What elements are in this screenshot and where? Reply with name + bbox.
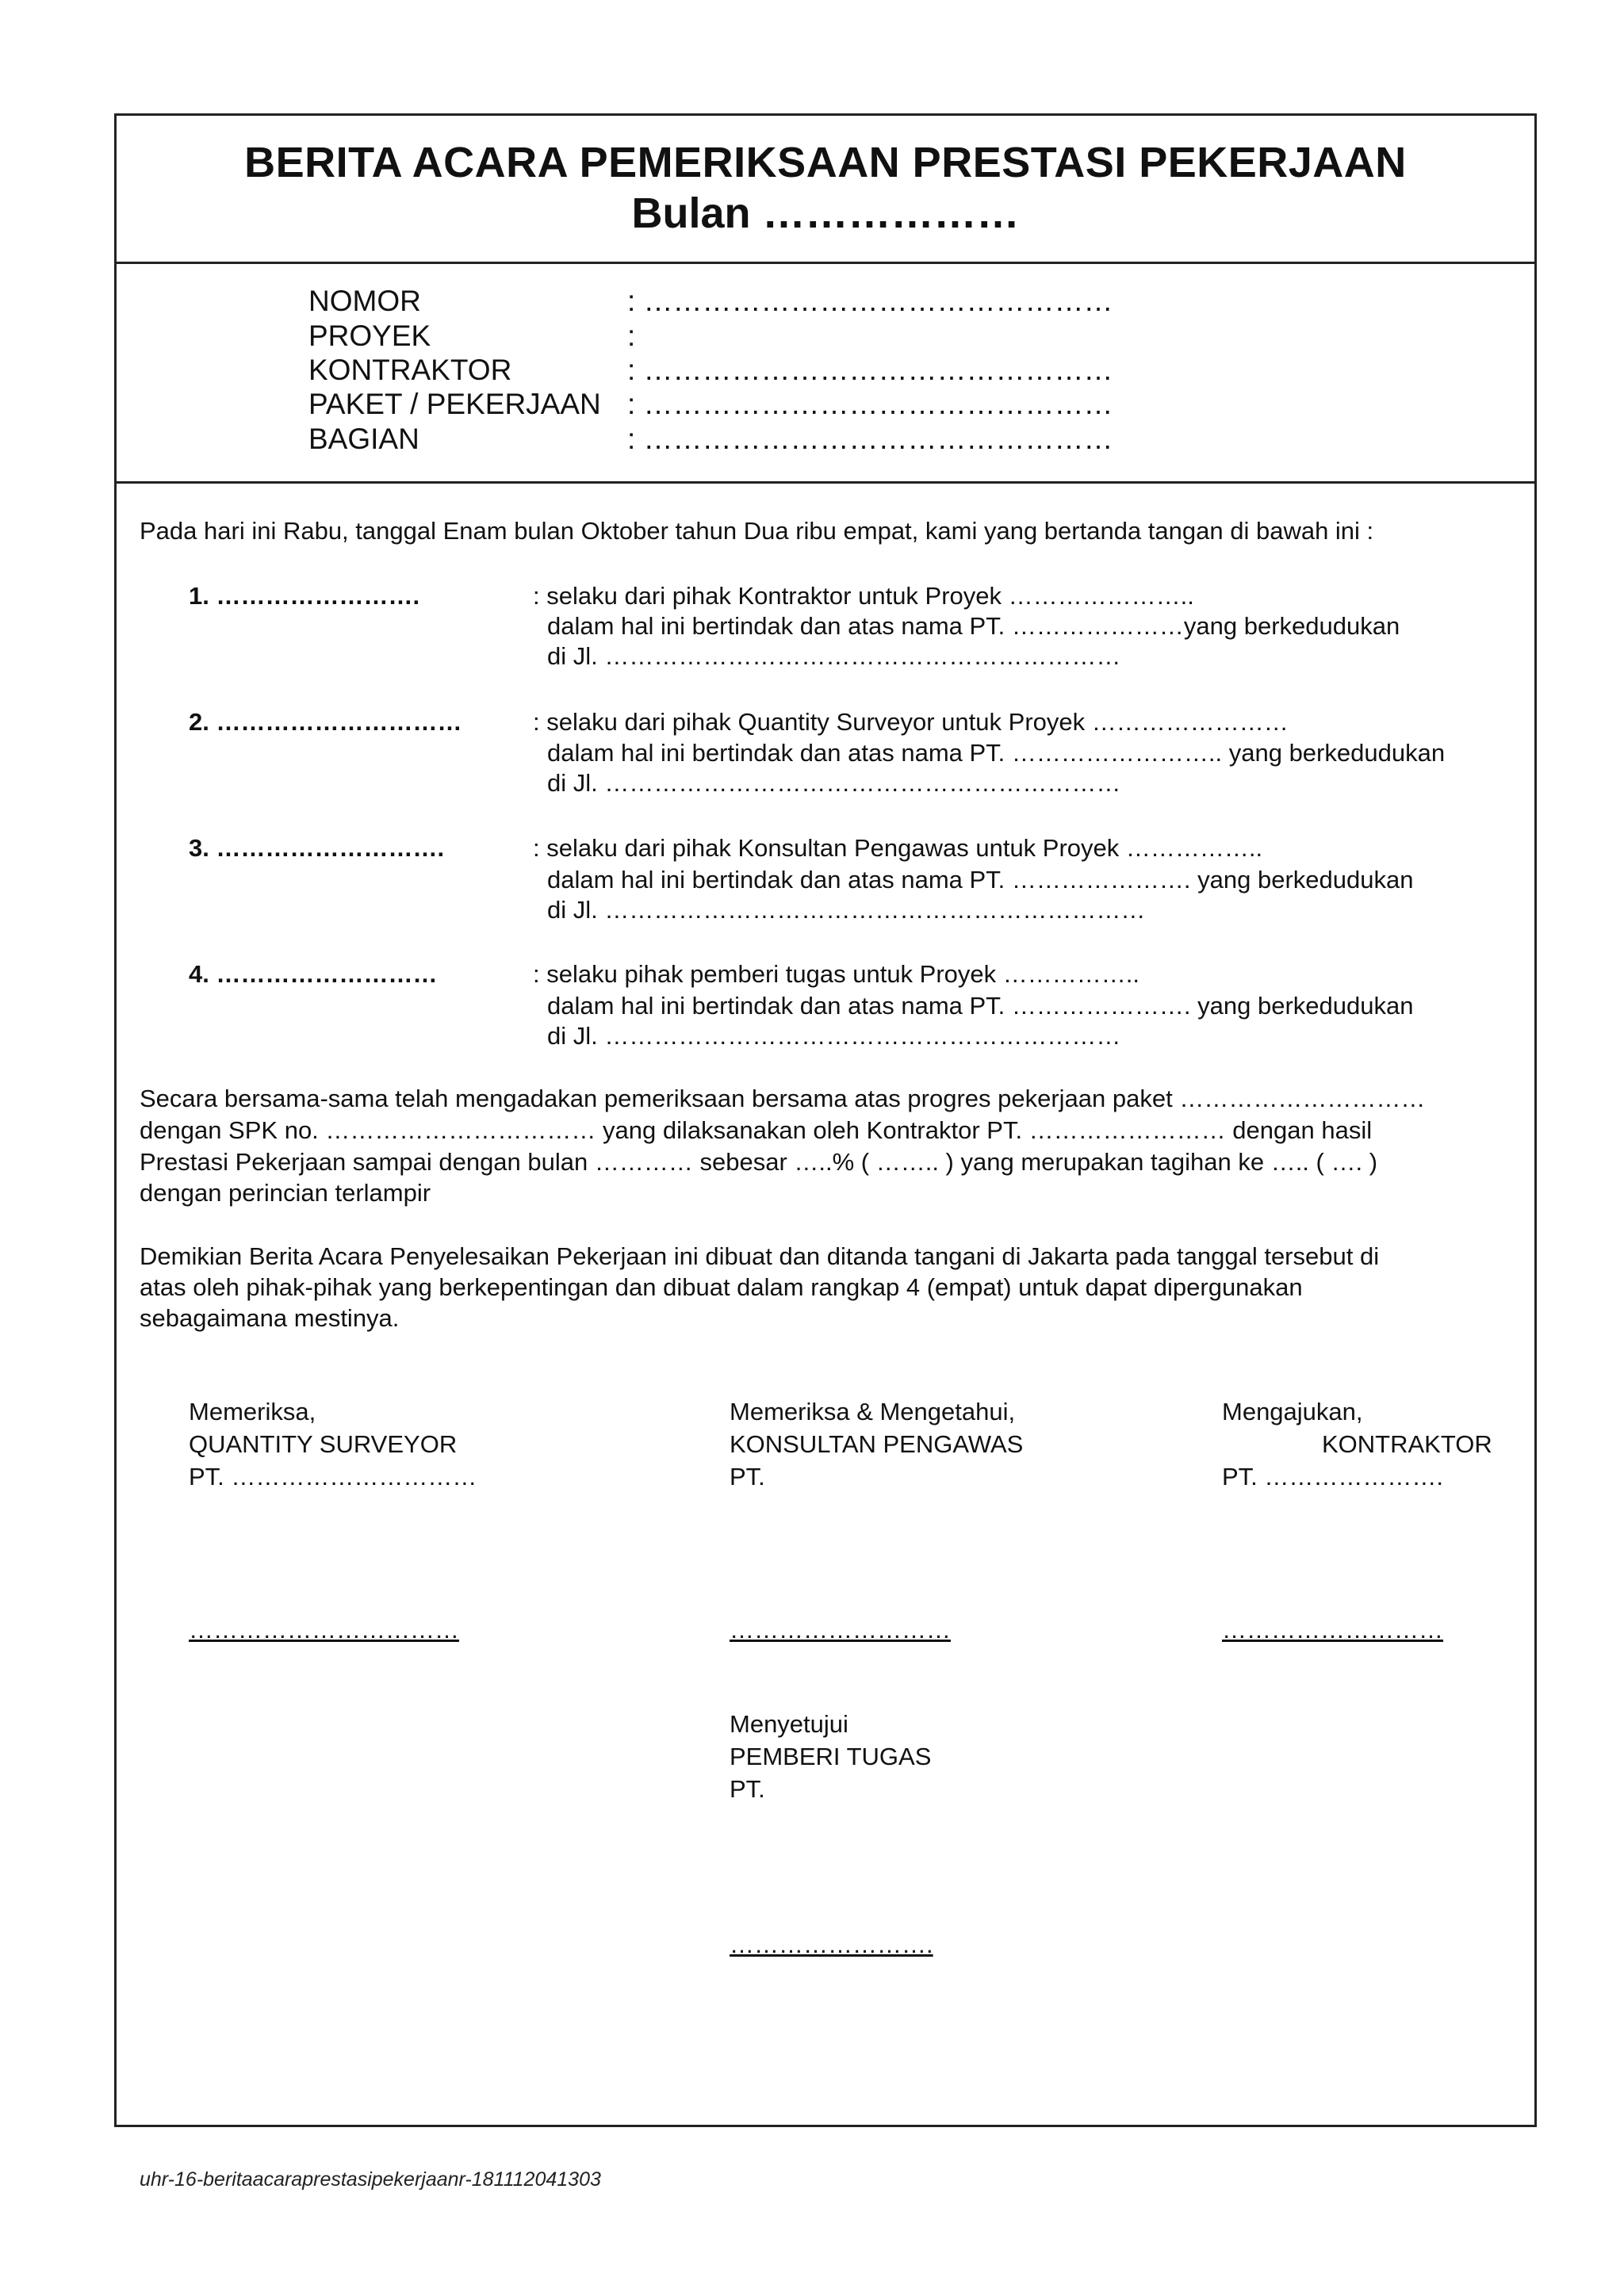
signatory-4-address: di Jl. ………………………………………………………: [547, 1022, 1121, 1050]
signature-kontraktor: [1222, 1395, 1492, 1493]
body-paragraph-2-line-1: Demikian Berita Acara Penyelesaikan Pekerjaan ini dibuat dan ditanda tangani di Jakarta pada tanggal tersebut di: [140, 1242, 1380, 1270]
signatory-3-address: di Jl. …………………………………………………………: [547, 896, 1146, 924]
signature-role: Mengajukan,: [1222, 1398, 1363, 1425]
signatory-4-number: 4. ………………………: [189, 960, 438, 988]
signature-organization: QUANTITY SURVEYOR: [189, 1430, 458, 1458]
info-value: : …………………………………………: [627, 388, 1113, 420]
signature-line-konsultan-pengawas: ………………………: [730, 1616, 951, 1644]
signatory-1-company: dalam hal ini bertindak dan atas nama PT. …………………yang berkedudukan: [547, 612, 1400, 640]
info-section: [117, 264, 1534, 484]
signatory-1-address: di Jl. ………………………………………………………: [547, 642, 1121, 670]
signature-organization: PEMBERI TUGAS: [730, 1743, 932, 1770]
signature-organization: KONTRAKTOR: [1322, 1430, 1492, 1458]
signature-role: Menyetujui: [730, 1710, 848, 1738]
body-paragraph-1-line-1: Secara bersama-sama telah mengadakan pemeriksaan bersama atas progres pekerjaan paket …………………………: [140, 1085, 1426, 1112]
signature-line-kontraktor: ………………………: [1222, 1616, 1443, 1644]
signatory-3-number: 3. ……………………….: [189, 834, 445, 862]
body-paragraph-1-line-3: Prestasi Pekerjaan sampai dengan bulan ………… sebesar …..% ( …….. ) yang merupakan tagihan ke ….. ( …. ): [140, 1148, 1378, 1176]
body-paragraph-2-line-2: atas oleh pihak-pihak yang berkepentingan dan dibuat dalam rangkap 4 (empat) untuk dapat dipergunakan: [140, 1273, 1303, 1301]
signature-line-quantity-surveyor: ……………………………: [189, 1616, 459, 1644]
signature-role: Memeriksa,: [189, 1398, 316, 1425]
info-label: PROYEK: [308, 320, 431, 352]
document-filename: uhr-16-beritaacaraprestasipekerjaanr-181112041303: [140, 2168, 601, 2191]
signature-konsultan-pengawas: [730, 1395, 1023, 1493]
body-paragraph-1-line-4: dengan perincian terlampir: [140, 1179, 431, 1207]
header-section: [117, 116, 1534, 264]
signatory-1-number: 1. …………………….: [189, 582, 420, 610]
signature-line-pemberi-tugas: …………………….: [730, 1931, 933, 1958]
info-label: NOMOR: [308, 285, 421, 317]
body-paragraph-2-line-3: sebagaimana mestinya.: [140, 1304, 400, 1332]
info-value: : …………………………………………: [627, 354, 1113, 386]
signature-pemberi-tugas: [730, 1708, 931, 1805]
signature-company: PT.: [730, 1775, 765, 1803]
document-title: BERITA ACARA PEMERIKSAAN PRESTASI PEKERJAAN: [244, 139, 1407, 186]
body-paragraph-1-line-2: dengan SPK no. …………………………… yang dilaksanakan oleh Kontraktor PT. …………………… dengan hasil: [140, 1116, 1373, 1144]
info-value: : …………………………………………: [627, 423, 1113, 455]
info-label: PAKET / PEKERJAAN: [308, 388, 601, 420]
signatory-2-company: dalam hal ini bertindak dan atas nama PT. …………………….. yang berkedudukan: [547, 739, 1446, 767]
info-value: : …………………………………………: [627, 285, 1113, 317]
signatory-2-number: 2. …………………………: [189, 708, 462, 736]
signatory-2-address: di Jl. ………………………………………………………: [547, 769, 1121, 797]
info-label: KONTRAKTOR: [308, 354, 512, 386]
signatory-3-company: dalam hal ini bertindak dan atas nama PT. …………………. yang berkedudukan: [547, 866, 1414, 894]
document-subtitle: Bulan ………………: [631, 189, 1020, 237]
info-label: BAGIAN: [308, 423, 419, 455]
signatory-4-role: : selaku pihak pemberi tugas untuk Proyek ……………..: [533, 960, 1139, 988]
signature-company: PT.: [730, 1463, 765, 1490]
signature-company: PT. ………………….: [1222, 1463, 1444, 1490]
signatory-4-company: dalam hal ini bertindak dan atas nama PT. …………………. yang berkedudukan: [547, 992, 1414, 1020]
signature-organization: KONSULTAN PENGAWAS: [730, 1430, 1024, 1458]
intro-paragraph: Pada hari ini Rabu, tanggal Enam bulan Oktober tahun Dua ribu empat, kami yang bertanda tangan di bawah ini :: [140, 517, 1374, 545]
info-value: :: [627, 320, 636, 352]
signatory-1-role: : selaku dari pihak Kontraktor untuk Proyek …………………..: [533, 582, 1194, 610]
signatory-3-role: : selaku dari pihak Konsultan Pengawas untuk Proyek ……………..: [533, 834, 1263, 862]
signature-company: PT. …………………………: [189, 1463, 477, 1490]
signature-role: Memeriksa & Mengetahui,: [730, 1398, 1016, 1425]
signature-quantity-surveyor: [189, 1395, 477, 1493]
signatory-2-role: : selaku dari pihak Quantity Surveyor untuk Proyek ……………………: [533, 708, 1289, 736]
